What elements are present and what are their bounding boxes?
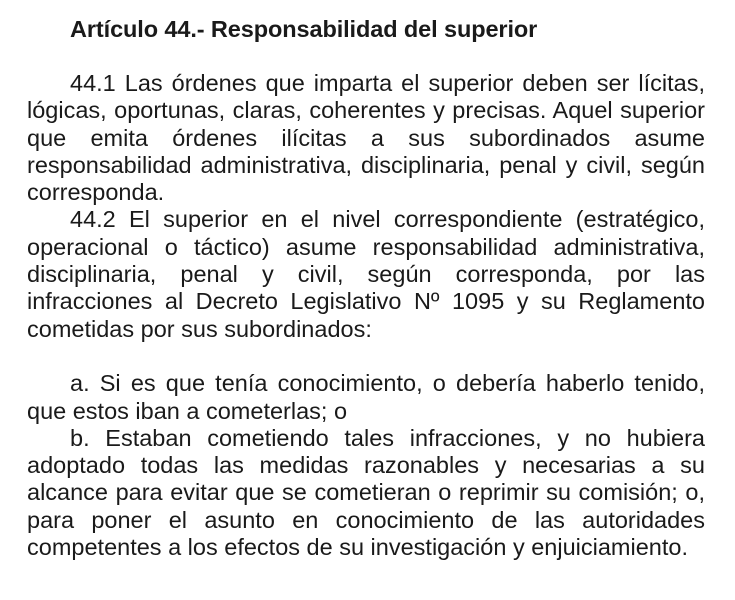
blank-line <box>27 343 705 370</box>
list-item-b: b. Estaban cometiendo tales infracciones, y no hubiera adoptado todas las medidas razonables y necesarias a su alcance para evitar que se cometieran o reprimir su comisión; o, para poner el asunto en conocimiento de las autoridades competentes a los efectos de su investigación y enjuiciamiento. <box>27 424 705 561</box>
document-page <box>27 14 705 561</box>
article-body <box>27 70 705 561</box>
paragraph-44-1: 44.1 Las órdenes que imparta el superior deben ser lícitas, lógicas, oportunas, claras, coherentes y precisas. Aquel superior que emita órdenes ilícitas a sus subordinados asume responsabilidad administrativa, disciplinaria, penal y civil, según corresponda. <box>27 70 705 206</box>
paragraph-44-2: 44.2 El superior en el nivel correspondiente (estratégico, operacional o táctico) asume responsabilidad administrativa, disciplinaria, penal y civil, según corresponda, por las infracciones al Decreto Legislativo Nº 1095 y su Reglamento cometidas por sus subordinados: <box>27 206 705 342</box>
list-item-a: a. Si es que tenía conocimiento, o debería haberlo tenido, que estos iban a cometerlas; o <box>27 370 705 424</box>
article-title: Artículo 44.- Responsabilidad del superior <box>70 16 538 42</box>
